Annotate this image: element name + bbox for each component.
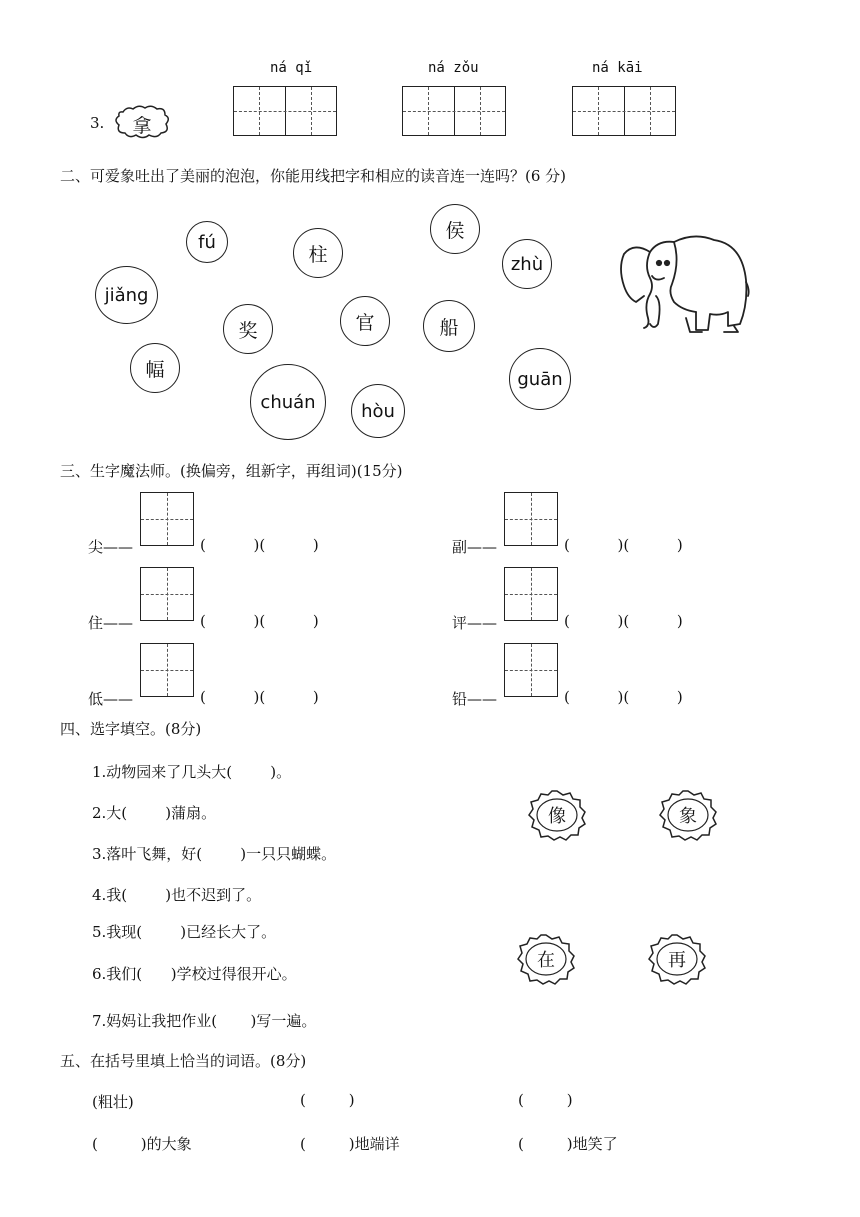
choice-xiang-2[interactable]: [658, 789, 718, 841]
s4-sentence-5[interactable]: 5.我现( )已经长大了。: [92, 923, 277, 941]
bubble-hou-pinyin[interactable]: hòu: [351, 384, 405, 438]
bubble-zhu-char[interactable]: 柱: [293, 228, 343, 278]
s5-row1-col3[interactable]: ( ): [518, 1091, 573, 1109]
q3-writing-grid-3[interactable]: [572, 86, 676, 136]
s3-item-3-box[interactable]: [140, 567, 194, 621]
s4-sentence-1[interactable]: 1.动物园来了几头大( )。: [92, 763, 292, 781]
bubble-fu-char[interactable]: 幅: [130, 343, 180, 393]
choice-zai-1[interactable]: [516, 933, 576, 985]
choice-zai-1-text: 在: [537, 950, 555, 971]
q3-pinyin-1: ná qǐ: [270, 60, 313, 76]
bubble-hou-char[interactable]: 侯: [430, 204, 480, 254]
q3-writing-grid-1[interactable]: [233, 86, 337, 136]
s5-row2-col1[interactable]: ( )的大象: [92, 1135, 192, 1153]
s3-item-1-label: 尖——: [88, 538, 134, 556]
q3-cloud: [113, 104, 171, 140]
s5-row1-col2[interactable]: ( ): [300, 1091, 355, 1109]
bubble-jiang-pinyin[interactable]: jiǎng: [95, 266, 158, 324]
s3-item-4-parens[interactable]: ( )( ): [564, 612, 683, 630]
q3-writing-grid-2[interactable]: [402, 86, 506, 136]
s3-item-4-box[interactable]: [504, 567, 558, 621]
section2-title: 二、可爱象吐出了美丽的泡泡，你能用线把字和相应的读音连一连吗？(6 分): [60, 167, 567, 185]
s3-item-6-box[interactable]: [504, 643, 558, 697]
s3-item-1-parens[interactable]: ( )( ): [200, 536, 319, 554]
bubble-zhu-pinyin[interactable]: zhù: [502, 239, 552, 289]
elephant-illustration: [614, 232, 750, 338]
choice-zai-2[interactable]: [647, 933, 707, 985]
s4-sentence-6[interactable]: 6.我们( )学校过得很开心。: [92, 965, 297, 983]
choice-xiang-2-text: 象: [679, 806, 697, 827]
bubble-chuan-char[interactable]: 船: [423, 300, 475, 352]
s3-item-2-box[interactable]: [504, 492, 558, 546]
section5-title: 五、在括号里填上恰当的词语。(8分): [60, 1052, 307, 1070]
s3-item-5-box[interactable]: [140, 643, 194, 697]
bubble-chuan-pinyin[interactable]: chuán: [250, 364, 326, 440]
s3-item-5-parens[interactable]: ( )( ): [200, 688, 319, 706]
section3-title: 三、生字魔法师。(换偏旁，组新字，再组词)(15分): [60, 462, 403, 480]
s3-item-5-label: 低——: [88, 690, 134, 708]
s3-item-2-label: 副——: [452, 538, 498, 556]
choice-xiang-1[interactable]: [527, 789, 587, 841]
s4-sentence-3[interactable]: 3.落叶飞舞，好( )一只只蝴蝶。: [92, 845, 337, 863]
s3-item-6-label: 铅——: [452, 690, 498, 708]
s3-item-2-parens[interactable]: ( )( ): [564, 536, 683, 554]
s5-row1-col1: (粗壮): [92, 1093, 134, 1111]
choice-zai-2-text: 再: [668, 950, 686, 971]
bubble-fu[interactable]: fú: [186, 221, 228, 263]
s3-item-1-box[interactable]: [140, 492, 194, 546]
q3-char: 拿: [132, 115, 152, 137]
bubble-guan-char[interactable]: 官: [340, 296, 390, 346]
q3-pinyin-3: ná kāi: [592, 60, 643, 76]
s4-sentence-4[interactable]: 4.我( )也不迟到了。: [92, 886, 262, 904]
s4-sentence-7[interactable]: 7.妈妈让我把作业( )写一遍。: [92, 1012, 317, 1030]
section4-title: 四、选字填空。(8分): [60, 720, 202, 738]
s3-item-4-label: 评——: [452, 614, 498, 632]
s3-item-3-parens[interactable]: ( )( ): [200, 612, 319, 630]
q3-number: 3.: [90, 114, 105, 132]
elephant-icon: [614, 232, 750, 338]
s3-item-6-parens[interactable]: ( )( ): [564, 688, 683, 706]
bubble-guan-pinyin[interactable]: guān: [509, 348, 571, 410]
choice-xiang-1-text: 像: [548, 806, 566, 827]
s5-row2-col3[interactable]: ( )地笑了: [518, 1135, 618, 1153]
s4-sentence-2[interactable]: 2.大( )蒲扇。: [92, 804, 217, 822]
s3-item-3-label: 住——: [88, 614, 134, 632]
q3-pinyin-2: ná zǒu: [428, 60, 479, 76]
bubble-jiang-char[interactable]: 奖: [223, 304, 273, 354]
s5-row2-col2[interactable]: ( )地端详: [300, 1135, 400, 1153]
